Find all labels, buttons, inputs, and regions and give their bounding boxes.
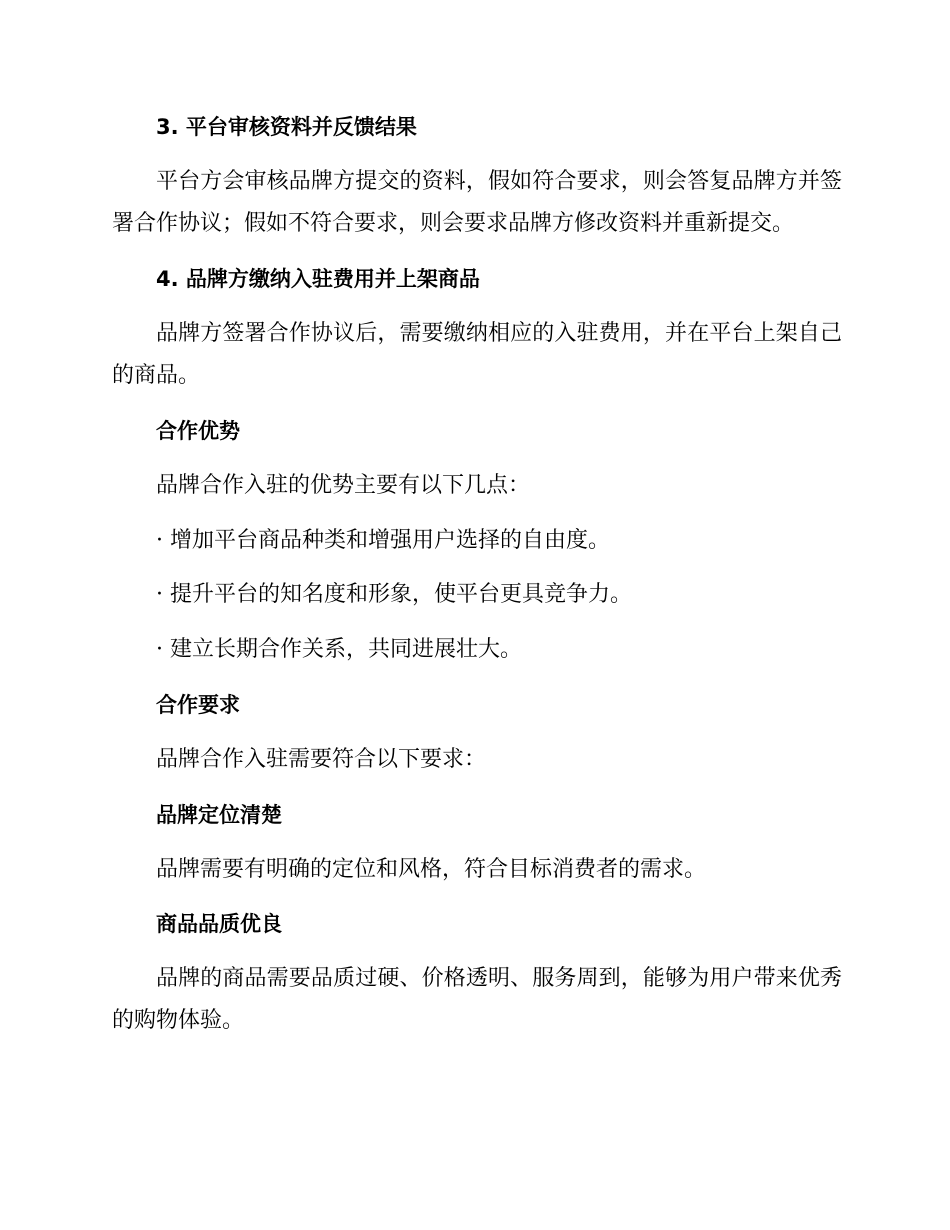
advantage-item: · 提升平台的知名度和形象，使平台更具竞争力。 xyxy=(156,582,632,607)
quality-paragraph: 品牌的商品需要品质过硬、价格透明、服务周到，能够为用户带来优秀的购物体验。 xyxy=(112,966,842,1033)
advantages-intro: 品牌合作入驻的优势主要有以下几点： xyxy=(156,473,531,498)
step4-paragraph: 品牌方签署合作协议后，需要缴纳相应的入驻费用，并在平台上架自己的商品。 xyxy=(112,321,842,388)
step3-heading: 3. 平台审核资料并反馈结果 xyxy=(156,115,417,139)
step4-heading: 4. 品牌方缴纳入驻费用并上架商品 xyxy=(156,267,480,291)
advantage-item: · 建立长期合作关系，共同进展壮大。 xyxy=(156,637,522,662)
advantage-item: · 增加平台商品种类和增强用户选择的自由度。 xyxy=(156,528,610,553)
brand-positioning-paragraph: 品牌需要有明确的定位和风格，符合目标消费者的需求。 xyxy=(156,857,707,882)
step3-paragraph: 平台方会审核品牌方提交的资料，假如符合要求，则会答复品牌方并签署合作协议；假如不符合要求，则会要求品牌方修改资料并重新提交。 xyxy=(112,169,842,236)
brand-positioning-heading: 品牌定位清楚 xyxy=(156,803,282,827)
quality-heading: 商品品质优良 xyxy=(156,912,282,936)
requirements-intro: 品牌合作入驻需要符合以下要求： xyxy=(156,747,487,772)
requirements-heading: 合作要求 xyxy=(156,693,240,717)
advantages-heading: 合作优势 xyxy=(156,419,240,443)
